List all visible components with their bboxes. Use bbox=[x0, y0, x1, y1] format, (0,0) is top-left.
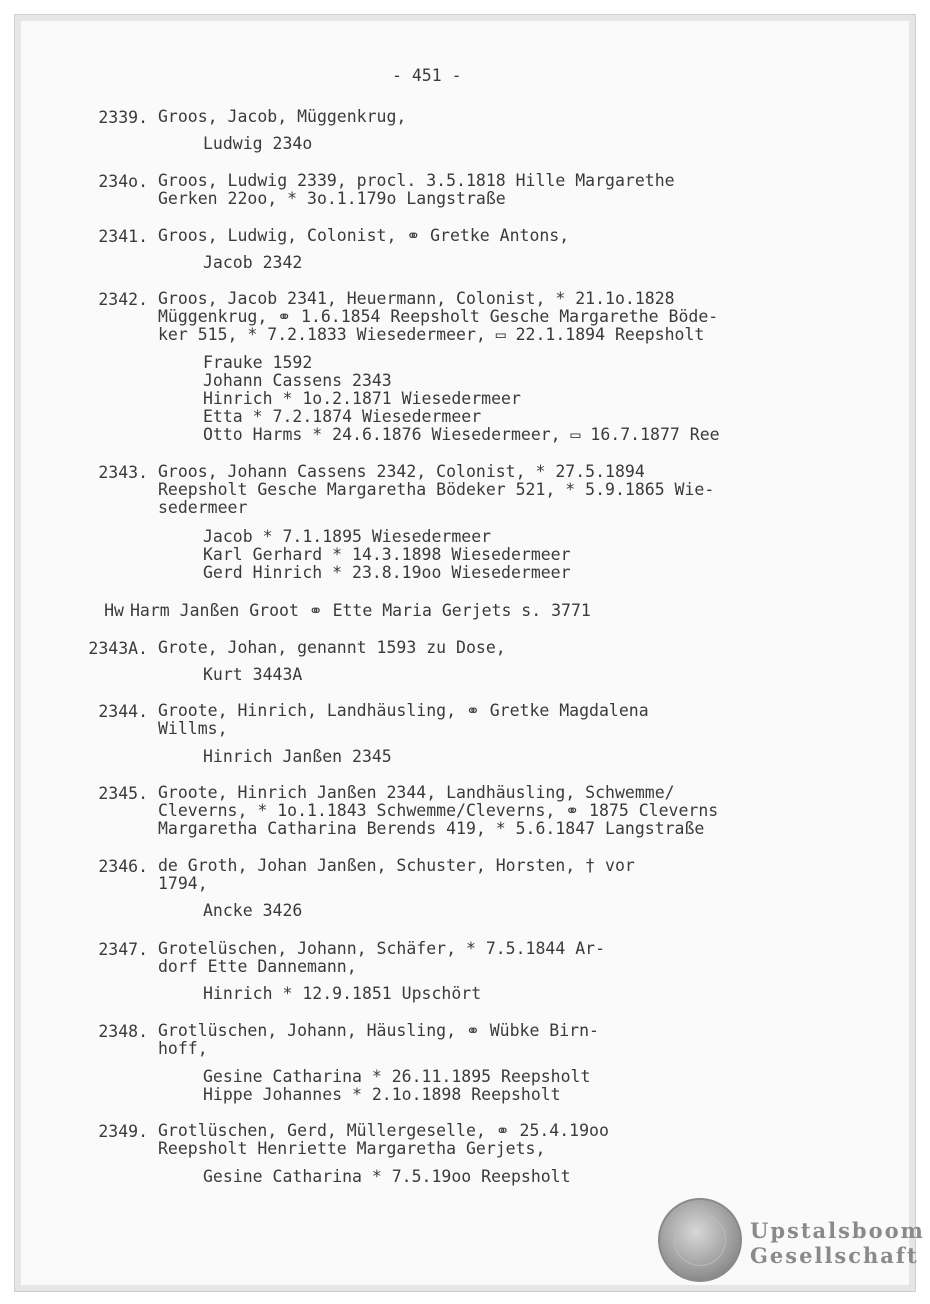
entry-text: Groos, Jacob 2341, Heuermann, Colonist, * 21.1o.1828 bbox=[158, 289, 675, 308]
child-line: Etta * 7.2.1874 Wiesedermeer bbox=[203, 407, 482, 426]
entry-number: Hw bbox=[104, 601, 124, 620]
entry-text: Harm Janßen Groot ⚭ Ette Maria Gerjets s. 3771 bbox=[130, 601, 591, 620]
entry-text: Reepsholt Henriette Margaretha Gerjets, bbox=[158, 1139, 546, 1158]
entry-number: 2344. bbox=[98, 702, 148, 721]
entry-text: Grotelüschen, Johann, Schäfer, * 7.5.1844 Ar- bbox=[158, 939, 606, 958]
entry-text: Groote, Hinrich, Landhäusling, ⚭ Gretke Magdalena bbox=[158, 701, 649, 720]
entry-text: Müggenkrug, ⚭ 1.6.1854 Reepsholt Gesche Margarethe Böde- bbox=[158, 307, 719, 326]
child-line: Hinrich Janßen 2345 bbox=[203, 747, 392, 766]
entry-number: 2342. bbox=[98, 290, 148, 309]
seal-logo-icon bbox=[658, 1198, 742, 1282]
entry-text: ker 515, * 7.2.1833 Wiesedermeer, ▭ 22.1.1894 Reepsholt bbox=[158, 325, 705, 344]
entry-text: Grote, Johan, genannt 1593 zu Dose, bbox=[158, 638, 506, 657]
entry-text: Gerken 22oo, * 3o.1.179o Langstraße bbox=[158, 189, 506, 208]
page-number: - 451 - bbox=[392, 66, 462, 85]
entry-text: Willms, bbox=[158, 719, 228, 738]
entry-text: hoff, bbox=[158, 1039, 208, 1058]
entry-text: Grotlüschen, Gerd, Müllergeselle, ⚭ 25.4.19oo bbox=[158, 1121, 609, 1140]
entry-number: 2347. bbox=[98, 940, 148, 959]
child-line: Karl Gerhard * 14.3.1898 Wiesedermeer bbox=[203, 545, 571, 564]
entry-text: Grotlüschen, Johann, Häusling, ⚭ Wübke Birn- bbox=[158, 1021, 599, 1040]
entry-number: 234o. bbox=[98, 172, 148, 191]
child-line: Ancke 3426 bbox=[203, 901, 303, 920]
child-line: Otto Harms * 24.6.1876 Wiesedermeer, ▭ 16.7.1877 Ree bbox=[203, 425, 720, 444]
entry-number: 2345. bbox=[98, 784, 148, 803]
child-line: Frauke 1592 bbox=[203, 353, 313, 372]
entry-text: dorf Ette Dannemann, bbox=[158, 957, 357, 976]
entry-text: Groote, Hinrich Janßen 2344, Landhäusling, Schwemme/ bbox=[158, 783, 675, 802]
child-line: Hinrich * 1o.2.1871 Wiesedermeer bbox=[203, 389, 521, 408]
entry-text: sedermeer bbox=[158, 498, 248, 517]
entry-text: 1794, bbox=[158, 874, 208, 893]
child-line: Hinrich * 12.9.1851 Upschört bbox=[203, 984, 482, 1003]
child-line: Hippe Johannes * 2.1o.1898 Reepsholt bbox=[203, 1085, 561, 1104]
entry-text: Groos, Ludwig, Colonist, ⚭ Gretke Antons, bbox=[158, 226, 570, 245]
logo-line: Upstalsboom bbox=[750, 1218, 925, 1243]
child-line: Ludwig 234o bbox=[203, 134, 313, 153]
entry-text: Groos, Jacob, Müggenkrug, bbox=[158, 107, 407, 126]
entry-text: Groos, Ludwig 2339, procl. 3.5.1818 Hille Margarethe bbox=[158, 171, 675, 190]
child-line: Gesine Catharina * 26.11.1895 Reepsholt bbox=[203, 1067, 591, 1086]
child-line: Jacob * 7.1.1895 Wiesedermeer bbox=[203, 527, 492, 546]
child-line: Johann Cassens 2343 bbox=[203, 371, 392, 390]
entry-text: Cleverns, * 1o.1.1843 Schwemme/Cleverns, ⚭ 1875 Cleverns bbox=[158, 801, 719, 820]
entry-number: 2343. bbox=[98, 463, 148, 482]
entry-number: 2341. bbox=[98, 227, 148, 246]
entry-number: 2349. bbox=[98, 1122, 148, 1141]
child-line: Gerd Hinrich * 23.8.19oo Wiesedermeer bbox=[203, 563, 571, 582]
entry-text: de Groth, Johan Janßen, Schuster, Horsten, † vor bbox=[158, 856, 635, 875]
entry-text: Reepsholt Gesche Margaretha Bödeker 521, * 5.9.1865 Wie- bbox=[158, 480, 715, 499]
child-line: Jacob 2342 bbox=[203, 253, 303, 272]
logo-line: Gesellschaft bbox=[750, 1243, 919, 1268]
entry-text: Groos, Johann Cassens 2342, Colonist, * 27.5.1894 bbox=[158, 462, 645, 481]
entry-number: 2339. bbox=[98, 108, 148, 127]
entry-number: 2343A. bbox=[88, 639, 148, 658]
society-logo-text bbox=[750, 1218, 925, 1268]
entry-number: 2348. bbox=[98, 1022, 148, 1041]
child-line: Gesine Catharina * 7.5.19oo Reepsholt bbox=[203, 1167, 571, 1186]
child-line: Kurt 3443A bbox=[203, 665, 303, 684]
entry-text: Margaretha Catharina Berends 419, * 5.6.1847 Langstraße bbox=[158, 819, 705, 838]
entry-number: 2346. bbox=[98, 857, 148, 876]
